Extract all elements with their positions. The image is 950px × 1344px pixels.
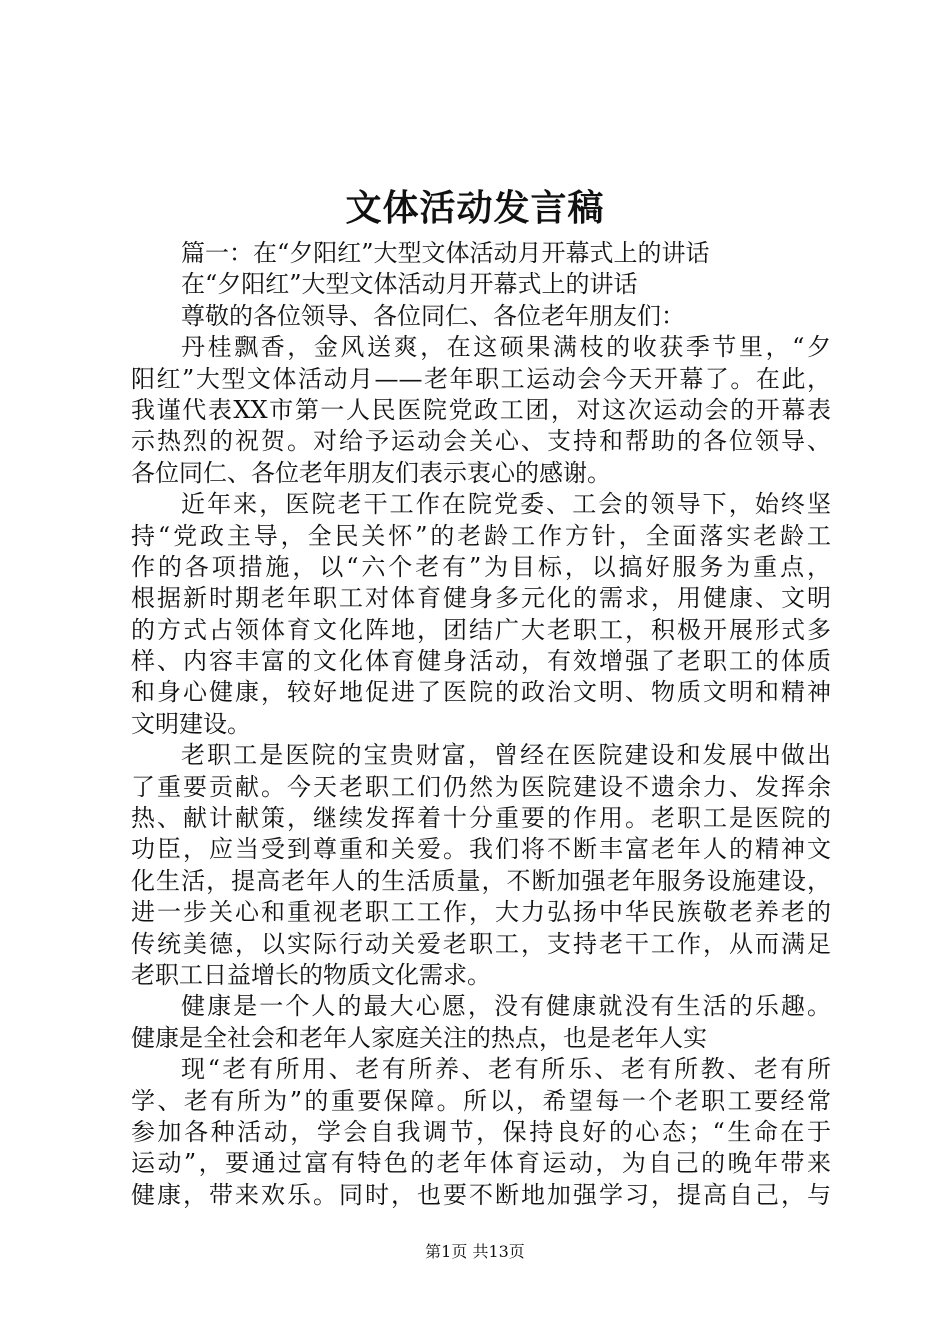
text-line: 近年来，医院老干工作在院党委、工会的领导下，始终坚: [181, 490, 831, 519]
text-line: 热、献计献策，继续发挥着十分重要的作用。老职工是医院的: [131, 804, 831, 833]
text-line: 了重要贡献。今天老职工们仍然为医院建设不遗余力、发挥余: [131, 772, 831, 801]
text-line: 健康，带来欢乐。同时，也要不断地加强学习，提高自己，与: [131, 1180, 831, 1209]
text-line: 健康是全社会和老年人家庭关注的热点，也是老年人实: [131, 1023, 707, 1052]
text-line: 进一步关心和重视老职工工作，大力弘扬中华民族敬老养老的: [131, 898, 831, 927]
text-line: 和身心健康，较好地促进了医院的政治文明、物质文明和精神: [131, 678, 831, 707]
text-line: 示热烈的祝贺。对给予运动会关心、支持和帮助的各位领导、: [131, 427, 831, 456]
text-line: 传统美德，以实际行动关爱老职工，支持老干工作，从而满足: [131, 929, 831, 958]
text-line: 我谨代表XX市第一人民医院党政工团，对这次运动会的开幕表: [131, 395, 831, 424]
text-line: 化生活，提高老年人的生活质量，不断加强老年服务设施建设，: [131, 866, 831, 895]
text-line: 功臣，应当受到尊重和关爱。我们将不断丰富老年人的精神文: [131, 835, 831, 864]
text-line: 参加各种活动，学会自我调节，保持良好的心态；“生命在于: [131, 1117, 831, 1146]
document-title: 文体活动发言稿: [345, 187, 605, 229]
text-line: 学、老有所为”的重要保障。所以，希望每一个老职工要经常: [131, 1086, 831, 1115]
text-line: 运动”，要通过富有特色的老年体育运动，为自己的晚年带来: [131, 1149, 831, 1178]
text-line: 样、内容丰富的文化体育健身活动，有效增强了老职工的体质: [131, 647, 831, 676]
text-line: 现“老有所用、老有所养、老有所乐、老有所教、老有所: [181, 1055, 831, 1084]
text-line: 根据新时期老年职工对体育健身多元化的需求，用健康、文明: [131, 584, 831, 613]
text-line: 的方式占领体育文化阵地，团结广大老职工，积极开展形式多: [131, 615, 831, 644]
text-line: 文明建设。: [131, 709, 251, 738]
text-line: 丹桂飘香，金风送爽，在这硕果满枝的收获季节里，“夕: [181, 333, 831, 362]
text-line: 各位同仁、各位老年朋友们表示衷心的感谢。: [131, 458, 611, 487]
text-line: 阳红”大型文体活动月——老年职工运动会今天开幕了。在此，: [131, 364, 831, 393]
page-footer: 第1页 共13页: [425, 1242, 525, 1261]
text-line: 老职工是医院的宝贵财富，曾经在医院建设和发展中做出: [181, 741, 831, 770]
text-line: 健康是一个人的最大心愿，没有健康就没有生活的乐趣。: [181, 992, 831, 1021]
text-line: 作的各项措施，以“六个老有”为目标，以搞好服务为重点，: [131, 552, 831, 581]
document-body: [131, 238, 831, 1211]
text-line: 老职工日益增长的物质文化需求。: [131, 960, 491, 989]
text-line: 在“夕阳红”大型文体活动月开幕式上的讲话: [181, 270, 638, 299]
text-line: 篇一：在“夕阳红”大型文体活动月开幕式上的讲话: [181, 239, 710, 267]
text-line: 尊敬的各位领导、各位同仁、各位老年朋友们：: [181, 301, 685, 330]
text-line: 持“党政主导，全民关怀”的老龄工作方针，全面落实老龄工: [131, 521, 831, 550]
